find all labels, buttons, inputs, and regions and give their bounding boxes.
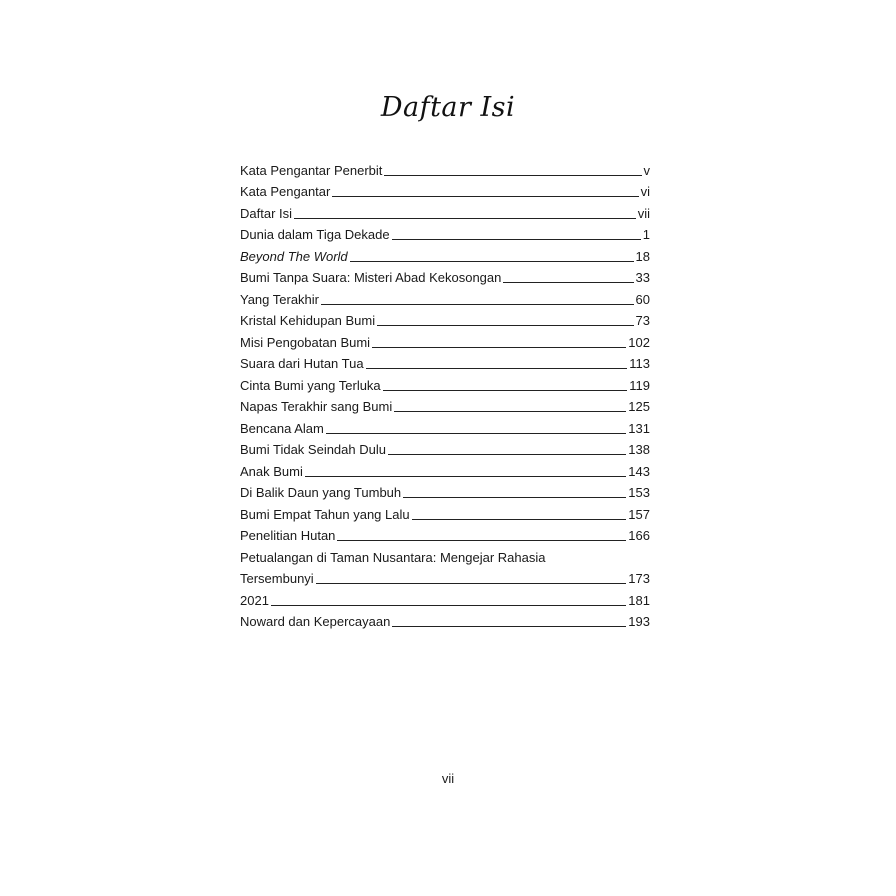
toc-entry-page-number: v xyxy=(643,162,650,178)
toc-entry-title: Napas Terakhir sang Bumi xyxy=(240,399,393,414)
page-number: vii xyxy=(441,771,455,786)
toc-entry-title: Cinta Bumi yang Terluka xyxy=(240,377,381,393)
toc-leader-line xyxy=(271,604,626,606)
toc-entry-title: Penelitian Hutan xyxy=(240,528,336,543)
toc-entry-title: Kristal Kehidupan Bumi xyxy=(240,313,376,328)
toc-entry xyxy=(240,286,650,308)
toc-entry xyxy=(240,179,650,201)
toc-entry xyxy=(240,415,650,437)
toc-entry-title: Daftar Isi xyxy=(240,205,293,221)
toc-entry-title: Bumi Empat Tahun yang Lalu xyxy=(240,506,410,522)
toc-entry xyxy=(240,329,650,351)
table-of-contents xyxy=(240,157,650,630)
toc-entry xyxy=(240,351,650,373)
toc-leader-line xyxy=(503,281,633,283)
toc-leader-line xyxy=(366,367,628,369)
toc-entry-title: Misi Pengobatan Bumi xyxy=(240,334,371,350)
toc-entry-page-number: vii xyxy=(637,205,650,221)
toc-entry-page-number: 153 xyxy=(628,485,650,500)
toc-entry-title: Petualangan di Taman Nusantara: Mengejar Rahasia xyxy=(240,549,546,565)
toc-leader-line xyxy=(394,410,626,412)
toc-leader-line xyxy=(388,453,626,455)
toc-entry-page-number: 60 xyxy=(635,291,650,307)
toc-entry-page-number: vi xyxy=(640,184,650,199)
toc-entry-title: Kata Pengantar Penerbit xyxy=(240,162,383,178)
toc-leader-line xyxy=(332,195,638,197)
toc-entry-page-number: 166 xyxy=(628,528,650,543)
toc-leader-line xyxy=(350,260,634,262)
toc-entry xyxy=(240,222,650,244)
toc-entry-title: Anak Bumi xyxy=(240,463,303,479)
toc-entry-page-number: 193 xyxy=(628,614,650,629)
toc-entry xyxy=(240,544,650,566)
toc-entry-page-number: 18 xyxy=(635,248,650,264)
toc-entry-title: Yang Terakhir xyxy=(240,291,320,307)
toc-leader-line xyxy=(412,518,627,520)
toc-leader-line xyxy=(321,303,634,305)
toc-leader-line xyxy=(294,217,636,219)
toc-leader-line xyxy=(372,346,626,348)
toc-entry-title: Bumi Tidak Seindah Dulu xyxy=(240,442,386,457)
toc-leader-line xyxy=(377,324,633,326)
toc-entry-title: Beyond The World xyxy=(240,248,348,264)
toc-entry xyxy=(240,372,650,394)
toc-entry-page-number: 125 xyxy=(628,399,650,414)
toc-entry-page-number: 33 xyxy=(635,270,650,285)
toc-entry xyxy=(240,200,650,222)
toc-entry-title: Dunia dalam Tiga Dekade xyxy=(240,227,390,242)
toc-entry-title: Bencana Alam xyxy=(240,420,324,436)
toc-entry-page-number: 113 xyxy=(629,356,650,371)
toc-entry-page-number: 131 xyxy=(628,420,650,436)
toc-entry-title: Di Balik Daun yang Tumbuh xyxy=(240,485,402,500)
toc-entry xyxy=(240,458,650,480)
toc-entry-page-number: 1 xyxy=(642,227,650,242)
toc-entry xyxy=(240,566,650,588)
toc-leader-line xyxy=(337,539,626,541)
toc-leader-line xyxy=(305,475,626,477)
toc-leader-line xyxy=(403,496,626,498)
toc-entry xyxy=(240,587,650,609)
toc-entry xyxy=(240,243,650,265)
toc-entry xyxy=(240,480,650,502)
page-title: Daftar Isi xyxy=(380,92,516,123)
toc-entry xyxy=(240,265,650,287)
toc-leader-line xyxy=(383,389,628,391)
toc-entry-title: Kata Pengantar xyxy=(240,184,331,199)
toc-entry-title: Suara dari Hutan Tua xyxy=(240,356,364,371)
toc-entry xyxy=(240,437,650,459)
toc-leader-line xyxy=(316,582,627,584)
toc-entry-title: Bumi Tanpa Suara: Misteri Abad Kekosongan xyxy=(240,270,502,285)
toc-entry-page-number: 143 xyxy=(628,463,650,479)
toc-entry xyxy=(240,523,650,545)
toc-entry-page-number: 173 xyxy=(628,571,650,586)
toc-entry xyxy=(240,157,650,179)
toc-leader-line xyxy=(384,174,641,176)
toc-entry-page-number: 119 xyxy=(629,377,650,393)
toc-leader-line xyxy=(326,432,626,434)
toc-leader-line xyxy=(392,238,641,240)
toc-entry-page-number: 102 xyxy=(628,334,650,350)
toc-entry xyxy=(240,609,650,631)
toc-entry-page-number: 73 xyxy=(635,313,650,328)
toc-entry-page-number: 157 xyxy=(628,506,650,522)
toc-entry-page-number: 138 xyxy=(628,442,650,457)
toc-entry xyxy=(240,308,650,330)
toc-entry-title: Tersembunyi xyxy=(240,571,314,586)
toc-leader-line xyxy=(392,625,626,627)
toc-entry-page-number: 181 xyxy=(628,592,650,608)
toc-entry xyxy=(240,394,650,416)
toc-entry-title: 2021 xyxy=(240,592,269,608)
toc-entry xyxy=(240,501,650,523)
toc-entry-title: Noward dan Kepercayaan xyxy=(240,614,391,629)
